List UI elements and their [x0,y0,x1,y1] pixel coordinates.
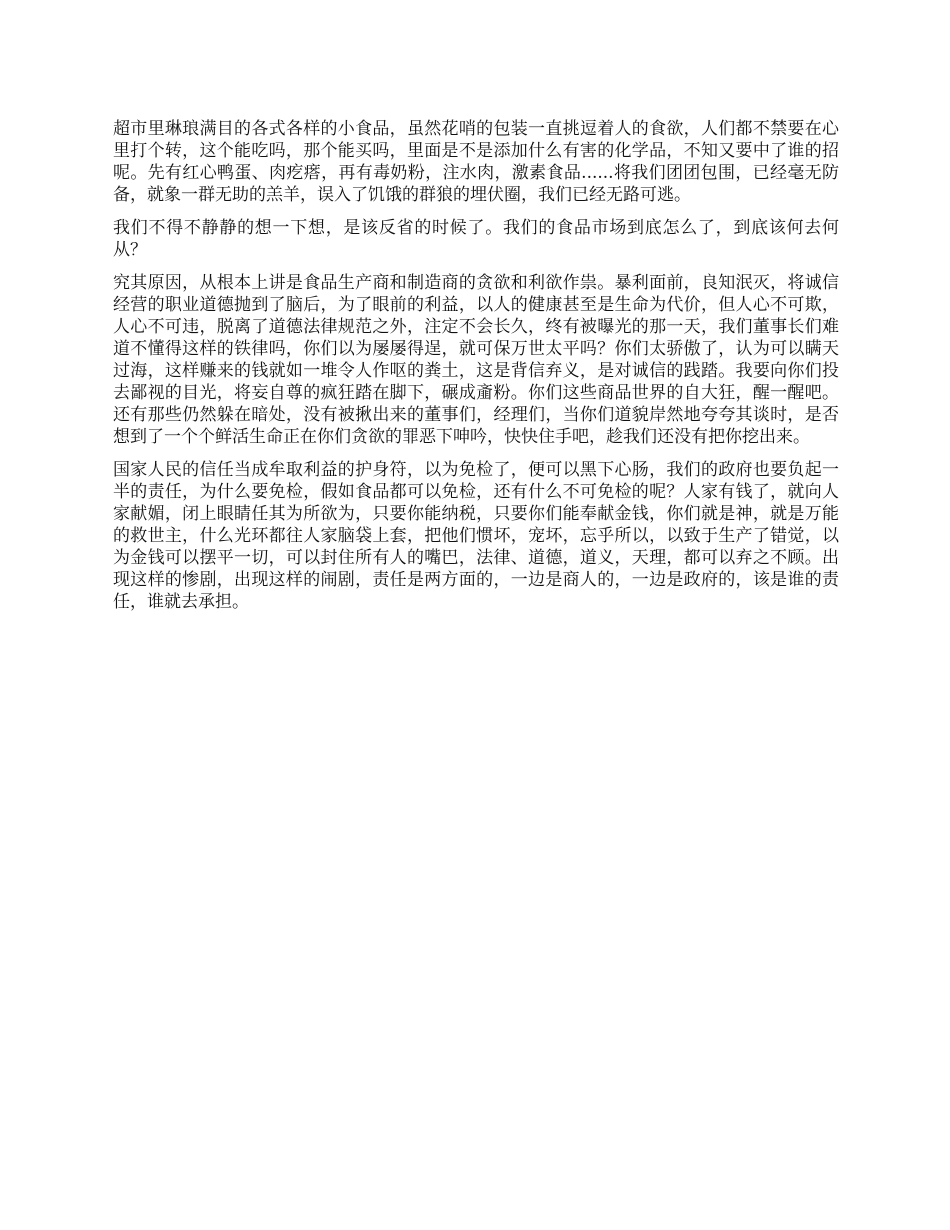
paragraph-2: 我们不得不静静的想一下想，是该反省的时候了。我们的食品市场到底怎么了，到底该何去何从？ [113,218,839,260]
paragraph-3: 究其原因，从根本上讲是食品生产商和制造商的贪欲和利欲作祟。暴利面前，良知泯灭，将诚信经营的职业道德抛到了脑后，为了眼前的利益，以人的健康甚至是生命为代价，但人心不可欺，人心不可违，脱离了道德法律规范之外，注定不会长久，终有被曝光的那一天，我们董事长们难道不懂得这样的铁律吗，你们以为屡屡得逞，就可保万世太平吗？你们太骄傲了，认为可以瞒天过海，这样赚来的钱就如一堆令人作呕的粪土，这是背信弃义，是对诚信的践踏。我要向你们投去鄙视的目光，将妄自尊的疯狂踏在脚下，碾成齑粉。你们这些商品世界的自大狂，醒一醒吧。还有那些仍然躲在暗处，没有被揪出来的董事们，经理们，当你们道貌岸然地夸夸其谈时，是否想到了一个个鲜活生命正在你们贪欲的罪恶下呻吟，快快住手吧，趁我们还没有把你挖出来。 [113,273,839,447]
document-body [113,118,839,624]
paragraph-1: 超市里琳琅满目的各式各样的小食品，虽然花哨的包装一直挑逗着人的食欲，人们都不禁要在心里打个转，这个能吃吗，那个能买吗，里面是不是添加什么有害的化学品，不知又要中了谁的招呢。先有红心鸭蛋、肉疙瘩，再有毒奶粉，注水肉，激素食品......将我们团团包围，已经毫无防备，就象一群无助的羔羊，误入了饥饿的群狼的埋伏圈，我们已经无路可逃。 [113,119,839,205]
paragraph-4: 国家人民的信任当成牟取利益的护身符，以为免检了，便可以黑下心肠，我们的政府也要负起一半的责任，为什么要免检，假如食品都可以免检，还有什么不可免检的呢？人家有钱了，就向人家献媚，闭上眼睛任其为所欲为，只要你能纳税，只要你们能奉献金钱，你们就是神，就是万能的救世主，什么光环都往人家脑袋上套，把他们惯坏，宠坏，忘乎所以，以致于生产了错觉，以为金钱可以摆平一切，可以封住所有人的嘴巴，法律、道德，道义，天理，都可以弃之不顾。出现这样的惨剧，出现这样的闹剧，责任是两方面的，一边是商人的，一边是政府的，该是谁的责任，谁就去承担。 [113,460,839,612]
